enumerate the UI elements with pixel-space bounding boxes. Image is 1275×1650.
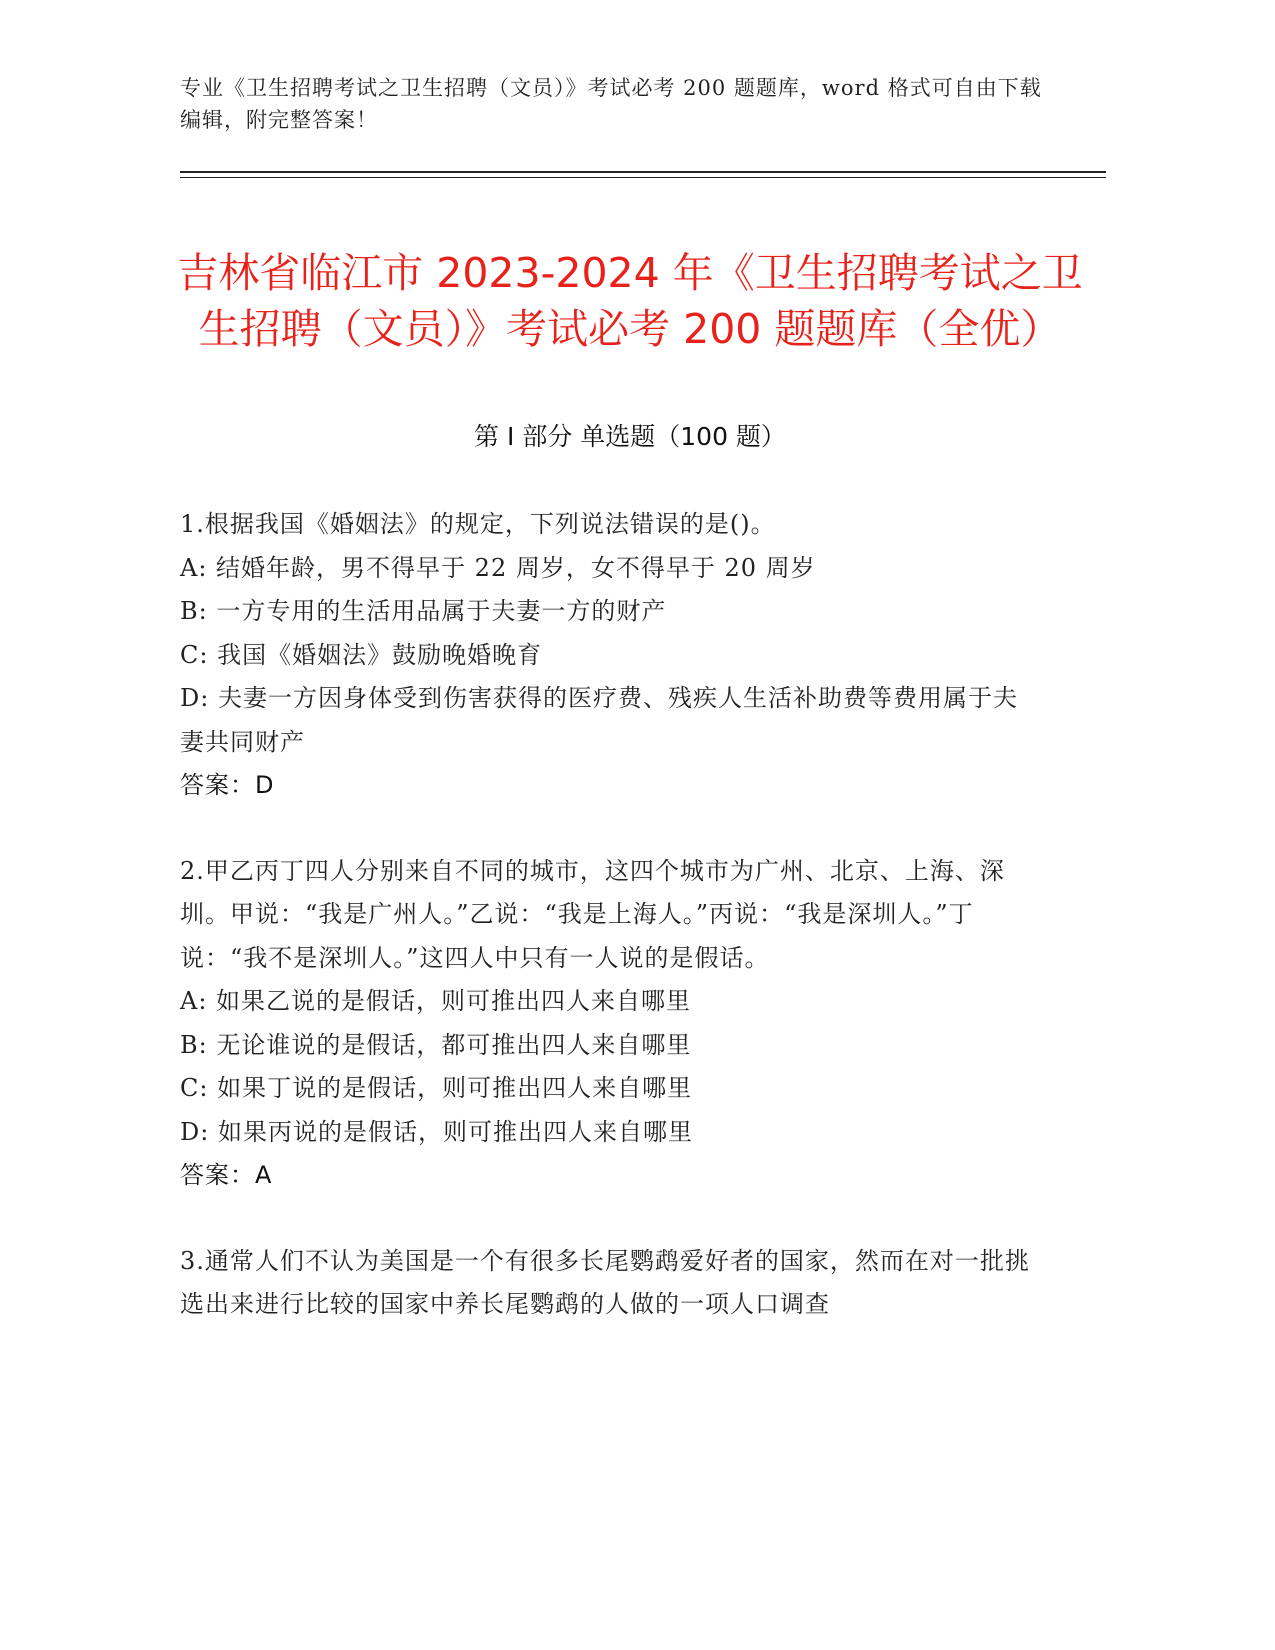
option-b: B: 一方专用的生活用品属于夫妻一方的财产: [180, 597, 667, 625]
answer: 答案：D: [180, 771, 275, 799]
question-stem: 2.甲乙丙丁四人分别来自不同的城市，这四个城市为广州、北京、上海、深圳。甲说：“我是广州人。”乙说：“我是上海人。”丙说：“我是深圳人。”丁说：“我不是深圳人。”这四人中只有一人说的是假话。: [180, 856, 1005, 972]
header-rule-thick: [180, 171, 1106, 173]
document-title: 吉林省临江市 2023-2024 年《卫生招聘考试之卫生招聘（文员）》考试必考 200 题题库（全优）: [177, 249, 1083, 354]
option-d: D: 夫妻一方因身体受到伤害获得的医疗费、残疾人生活补助费等费用属于夫妻共同财产: [180, 684, 1018, 756]
question-3: [180, 1240, 1040, 1327]
option-c: C: 我国《婚姻法》鼓励晚婚晚育: [180, 640, 543, 669]
question-list: [180, 503, 1040, 1327]
option-a: A: 如果乙说的是假话，则可推出四人来自哪里: [180, 987, 692, 1015]
option-c: C: 如果丁说的是假话，则可推出四人来自哪里: [180, 1074, 693, 1102]
question-1: [180, 503, 1040, 808]
header-rule-thin: [180, 177, 1106, 178]
option-b: B: 无论谁说的是假话，都可推出四人来自哪里: [180, 1030, 692, 1059]
answer: 答案：A: [180, 1161, 273, 1189]
question-2: [180, 850, 1040, 1198]
question-stem: 1.根据我国《婚姻法》的规定，下列说法错误的是()。: [180, 510, 776, 538]
question-stem: 3.通常人们不认为美国是一个有很多长尾鹦鹉爱好者的国家，然而在对一批挑选出来进行比较的国家中养长尾鹦鹉的人做的一项人口调查: [180, 1246, 1030, 1318]
section-heading: 第 I 部分 单选题（100 题）: [474, 422, 786, 451]
option-a: A: 结婚年龄，男不得早于 22 周岁，女不得早于 20 周岁: [180, 553, 816, 582]
option-d: D: 如果丙说的是假话，则可推出四人来自哪里: [180, 1117, 693, 1146]
header-note: 专业《卫生招聘考试之卫生招聘（文员）》考试必考 200 题题库，word 格式可自由下载编辑，附完整答案！: [180, 76, 1042, 132]
